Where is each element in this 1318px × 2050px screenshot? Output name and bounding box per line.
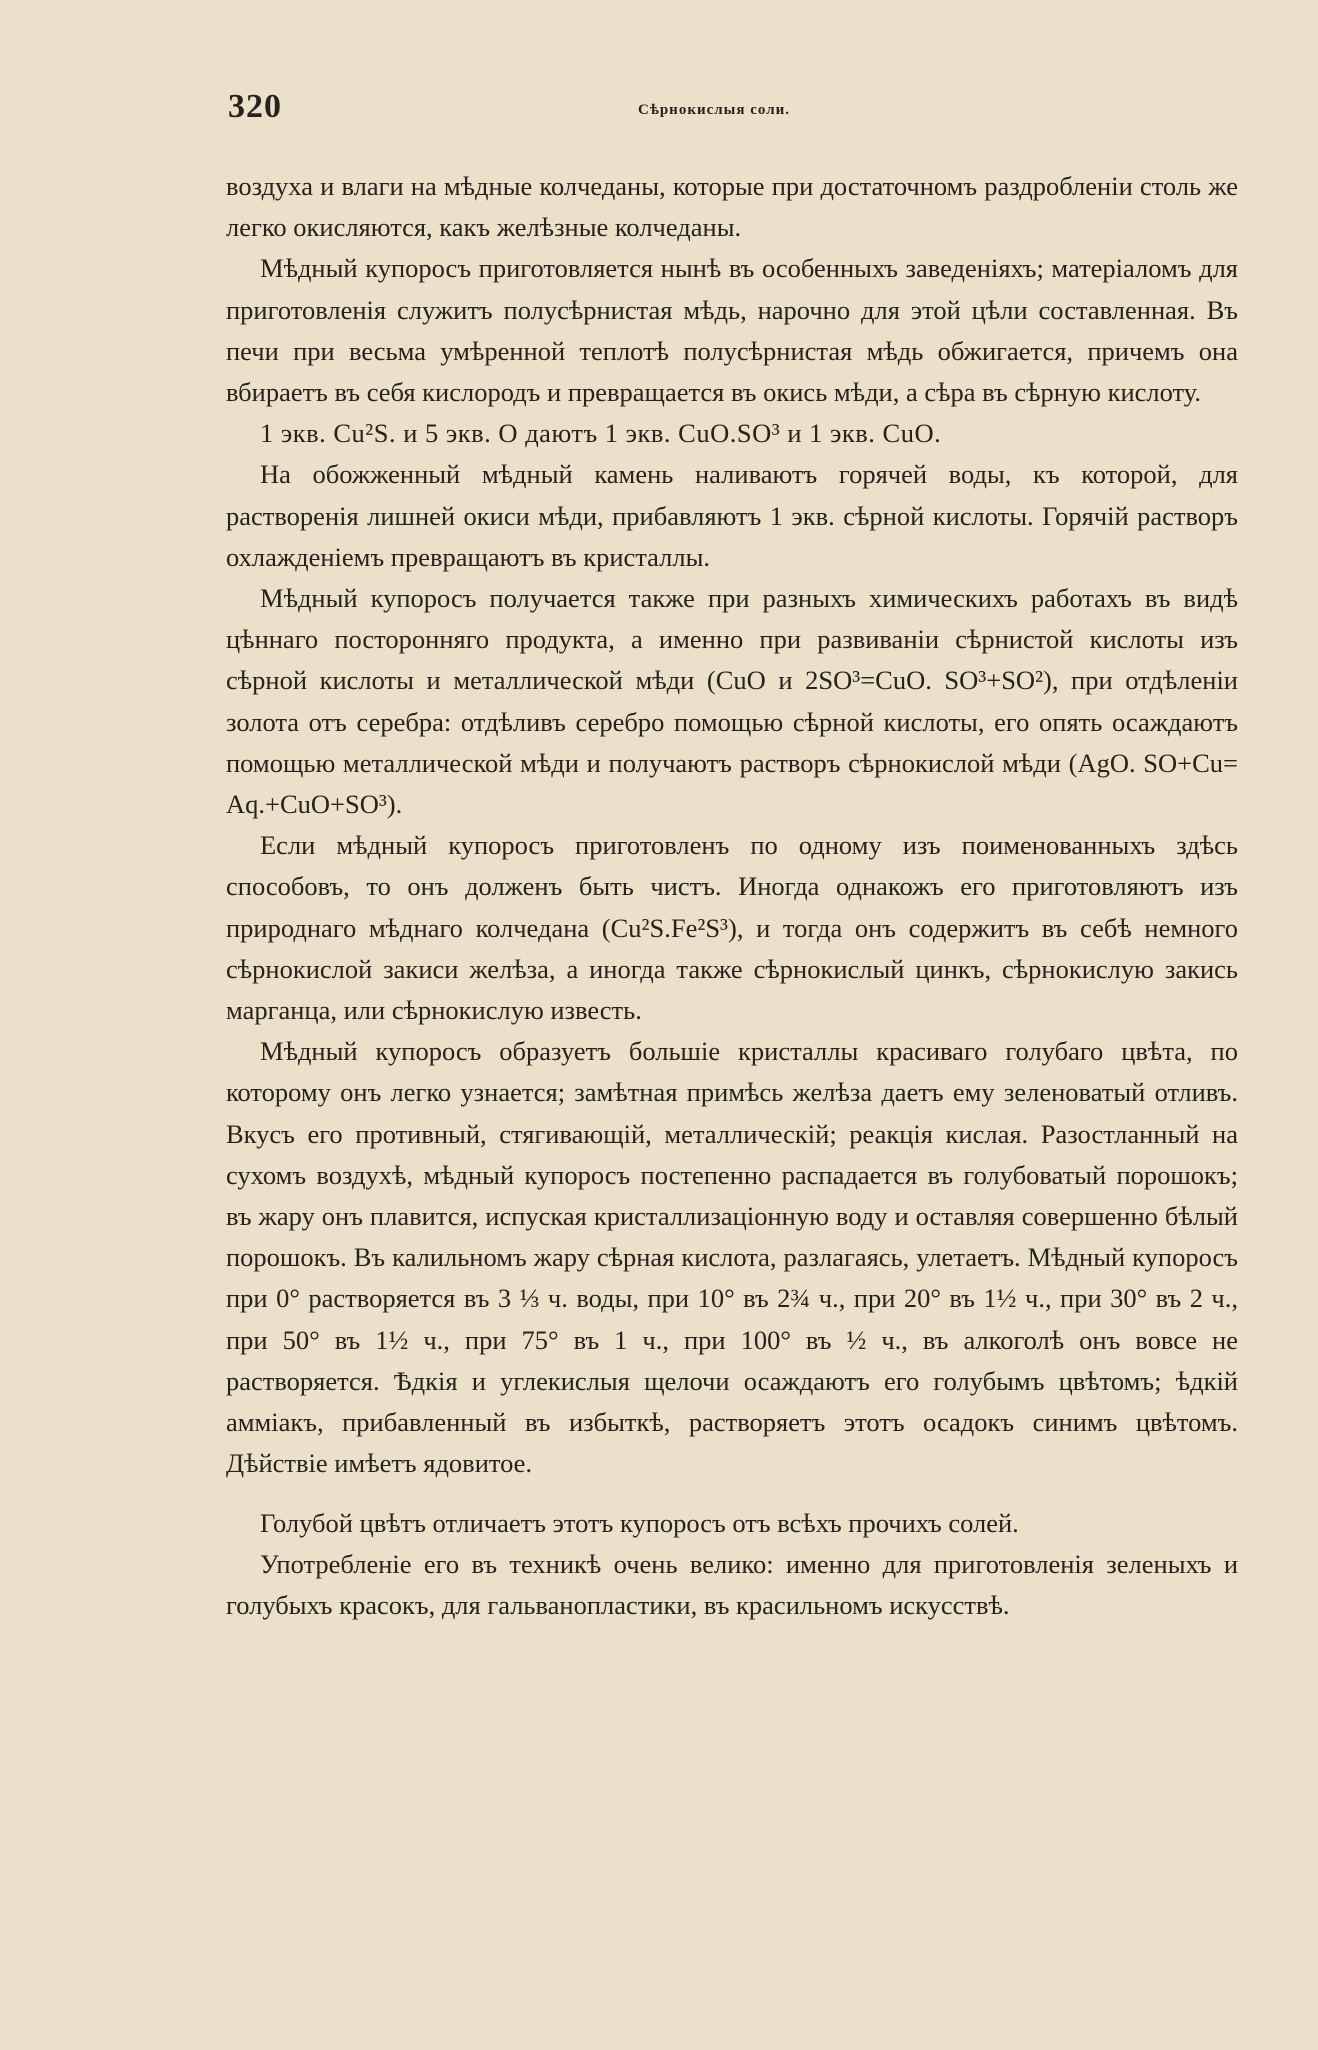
body-text	[226, 166, 1238, 1626]
formula-line: 1 экв. Cu²S. и 5 экв. O даютъ 1 экв. CuO.SO³ и 1 экв. CuO.	[260, 418, 942, 449]
page-header	[228, 88, 1238, 138]
paragraph-2: Мѣдный купоросъ приготовляется нынѣ въ особенныхъ заведеніяхъ; матеріаломъ для приготовленія служитъ полусѣрнистая мѣдь, нарочно для этой цѣли составленная. Въ печи при весьма умѣренной теплотѣ полусѣрнистая мѣдь обжигается, причемъ она вбираетъ въ себя кислородъ и превращается въ окись мѣди, а сѣра въ сѣрную кислоту.	[226, 253, 1238, 408]
paragraph-4: Мѣдный купоросъ получается также при разныхъ химическихъ работахъ въ видѣ цѣннаго посторонняго продукта, а именно при развиваніи сѣрнистой кислоты изъ сѣрной кислоты и металлической мѣди (CuO и 2SO³=CuO. SO³+SO²), при отдѣленіи золота отъ серебра: отдѣливъ серебро помощью сѣрной кислоты, его опять осаждаютъ помощью металлической мѣди и получаютъ растворъ сѣрнокислой мѣди (AgO. SO+Cu= Aq.+CuO+SO³).	[226, 583, 1238, 820]
paragraph-8: Употребленіе его въ техникѣ очень велико: именно для приготовленія зеленыхъ и голубыхъ красокъ, для гальванопластики, въ красильномъ искусствѣ.	[226, 1548, 1238, 1620]
paragraph-6: Мѣдный купоросъ образуетъ большіе кристаллы красиваго голубаго цвѣта, по которому онъ легко узнается; замѣтная примѣсь желѣза даетъ ему зеленоватый отливъ. Вкусъ его противный, стягивающій, металлическій; реакція кислая. Разостланный на сухомъ воздухѣ, мѣдный купоросъ постепенно распадается въ голубоватый порошокъ; въ жару онъ плавится, испуская кристаллизаціонную воду и оставляя совершенно бѣлый порошокъ. Въ калильномъ жару сѣрная кислота, разлагаясь, улетаетъ. Мѣдный купоросъ при 0° растворяется въ 3 ⅓ ч. воды, при 10° въ 2¾ ч., при 20° въ 1½ ч., при 30° въ 2 ч., при 50° въ 1½ ч., при 75° въ 1 ч., при 100° въ ½ ч., въ алкоголѣ онъ вовсе не растворяется. Ѣдкія и углекислыя щелочи осаждаютъ его голубымъ цвѣтомъ; ѣдкій амміакъ, прибавленный въ избыткѣ, растворяетъ этотъ осадокъ синимъ цвѣтомъ. Дѣйствіе имѣетъ ядовитое.	[226, 1036, 1238, 1479]
paragraph-3: На обожженный мѣдный камень наливаютъ горячей воды, къ которой, для растворенія лишней окиси мѣди, прибавляютъ 1 экв. сѣрной кислоты. Горячій растворъ охлажденіемъ превращаютъ въ кристаллы.	[226, 459, 1238, 572]
paragraph-5: Если мѣдный купоросъ приготовленъ по одному изъ поименованныхъ здѣсь способовъ, то онъ долженъ быть чистъ. Иногда однакожъ его приготовляютъ изъ природнаго мѣднаго колчедана (Cu²S.Fe²S³), и тогда онъ содержитъ въ себѣ немного сѣрнокислой закиси желѣза, а иногда также сѣрнокислый цинкъ, сѣрнокислую закись марганца, или сѣрнокислую известь.	[226, 830, 1238, 1026]
page-number: 320	[228, 88, 282, 125]
running-title: Сѣрнокислыя соли.	[638, 102, 791, 118]
paragraph-1: воздуха и влаги на мѣдные колчеданы, которые при достаточномъ раздробленіи столь же легко окисляются, какъ желѣзные колчеданы.	[226, 171, 1238, 243]
paragraph-7: Голубой цвѣтъ отличаетъ этотъ купоросъ отъ всѣхъ прочихъ солей.	[260, 1507, 1019, 1538]
